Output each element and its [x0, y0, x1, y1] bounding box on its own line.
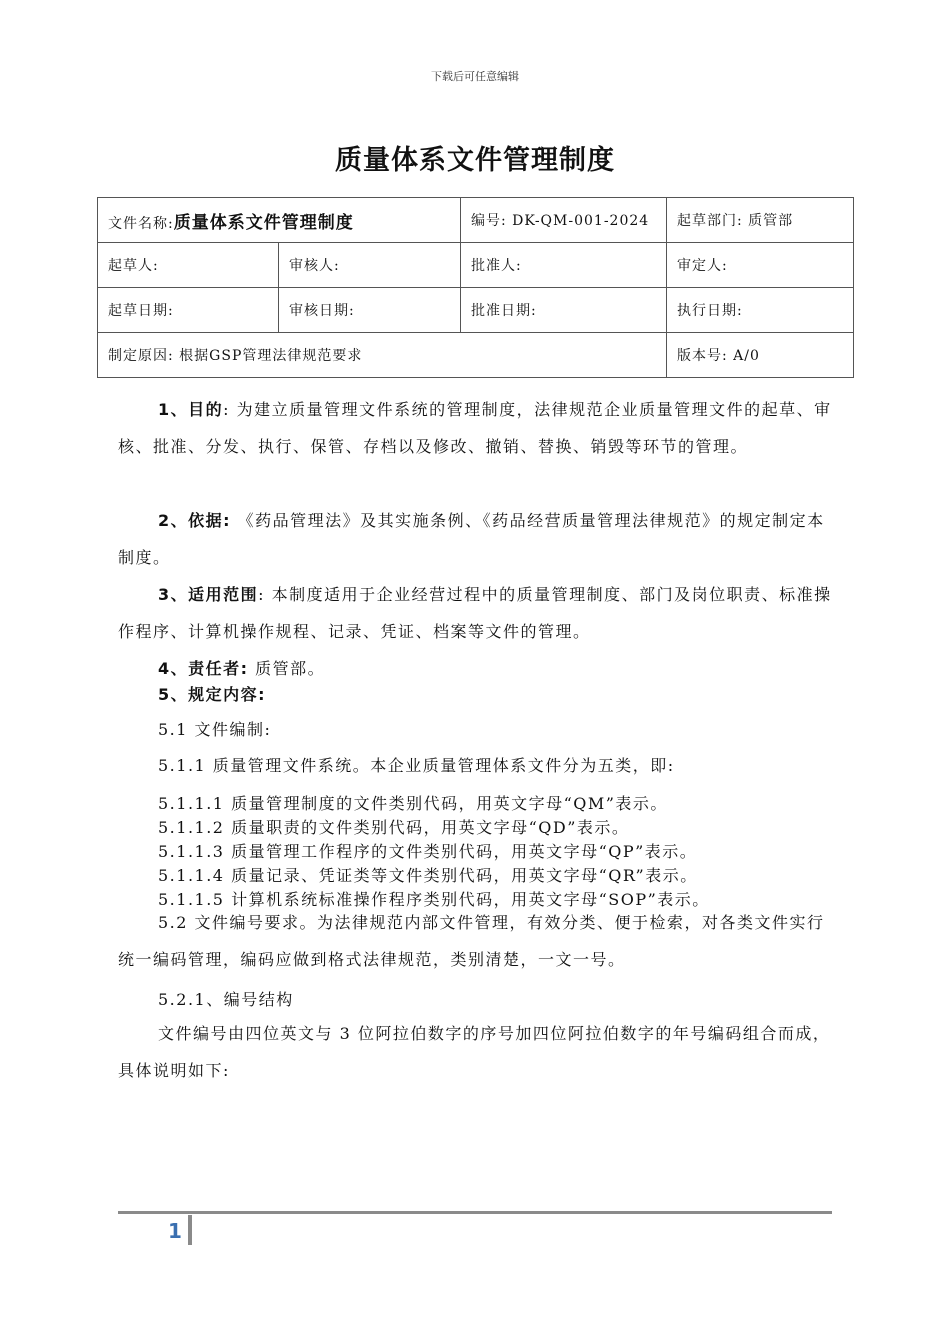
paragraph-5-1-1-4: 5.1.1.4 质量记录、凭证类等文件类别代码，用英文字母“QR”表示。	[158, 866, 698, 885]
table-row	[98, 288, 854, 333]
section-text: : 本制度适用于企业经营过程中的质量管理制度、部门及岗位职责、标准操作程序、计算机操作规程、记录、凭证、档案等文件的管理。	[118, 585, 832, 641]
draft-dept-cell: 起草部门: 质管部	[667, 198, 854, 243]
reason-cell: 制定原因: 根据GSP管理法律规范要求	[98, 333, 667, 378]
section-text: 质管部。	[248, 659, 326, 678]
paragraph-5-1-1-3: 5.1.1.3 质量管理工作程序的文件类别代码，用英文字母“QP”表示。	[158, 842, 698, 861]
section-purpose	[118, 391, 834, 465]
doc-name-cell	[98, 198, 461, 243]
paragraph-5-1-1-5: 5.1.1.5 计算机系统标准操作程序类别代码，用英文字母“SOP”表示。	[158, 890, 710, 909]
section-label: 1、目的	[158, 400, 224, 419]
paragraph-5-1-1-1: 5.1.1.1 质量管理制度的文件类别代码，用英文字母“QM”表示。	[158, 794, 668, 813]
paragraph-5-1: 5.1 文件编制:	[158, 720, 272, 739]
footer-divider	[118, 1211, 832, 1214]
exec-date-cell: 执行日期:	[667, 288, 854, 333]
section-label: 2、依据:	[158, 511, 232, 530]
review-date-cell: 审核日期:	[279, 288, 461, 333]
drafter-cell: 起草人:	[98, 243, 279, 288]
table-row	[98, 243, 854, 288]
paragraph-5-1-1-2: 5.1.1.2 质量职责的文件类别代码，用英文字母“QD”表示。	[158, 818, 630, 837]
table-row	[98, 198, 854, 243]
paragraph-5-2-1: 5.2.1、编号结构	[158, 990, 294, 1009]
doc-code-cell: 编号: DK-QM-001-2024	[461, 198, 667, 243]
section-responsible	[158, 656, 325, 679]
reviewer-cell: 审核人:	[279, 243, 461, 288]
section-scope	[118, 576, 834, 650]
doc-name-label: 文件名称:	[108, 215, 174, 232]
table-row	[98, 333, 854, 378]
page-number-bar	[188, 1215, 192, 1245]
document-title: 质量体系文件管理制度	[335, 145, 615, 176]
section-basis	[118, 502, 834, 576]
approve-date-cell: 批准日期:	[461, 288, 667, 333]
finalizer-cell: 审定人:	[667, 243, 854, 288]
version-cell: 版本号: A/0	[667, 333, 854, 378]
section-provisions: 5、规定内容:	[158, 685, 267, 704]
draft-date-cell: 起草日期:	[98, 288, 279, 333]
section-text: 《药品管理法》及其实施条例、《药品经营质量管理法律规范》的规定制定本制度。	[118, 511, 825, 567]
doc-name-value: 质量体系文件管理制度	[173, 212, 354, 233]
section-label: 3、适用范围	[158, 585, 259, 604]
document-info-table	[97, 197, 854, 378]
header-note: 下载后可任意编辑	[431, 70, 519, 83]
approver-cell: 批准人:	[461, 243, 667, 288]
paragraph-5-2: 5.2 文件编号要求。为法律规范内部文件管理，有效分类、便于检索，对各类文件实行统一编码管理，编码应做到格式法律规范，类别清楚，一文一号。	[118, 913, 825, 969]
section-text: : 为建立质量管理文件系统的管理制度，法律规范企业质量管理文件的起草、审核、批准、分发、执行、保管、存档以及修改、撤销、替换、销毁等环节的管理。	[118, 400, 832, 456]
paragraph-5-1-1: 5.1.1 质量管理文件系统。本企业质量管理体系文件分为五类，即:	[158, 756, 675, 775]
page-number: 1	[168, 1219, 182, 1243]
section-label: 4、责任者:	[158, 659, 249, 678]
paragraph-5-2-2: 文件编号由四位英文与 3 位阿拉伯数字的序号加四位阿拉伯数字的年号编码组合而成，具体说明如下:	[118, 1024, 831, 1080]
